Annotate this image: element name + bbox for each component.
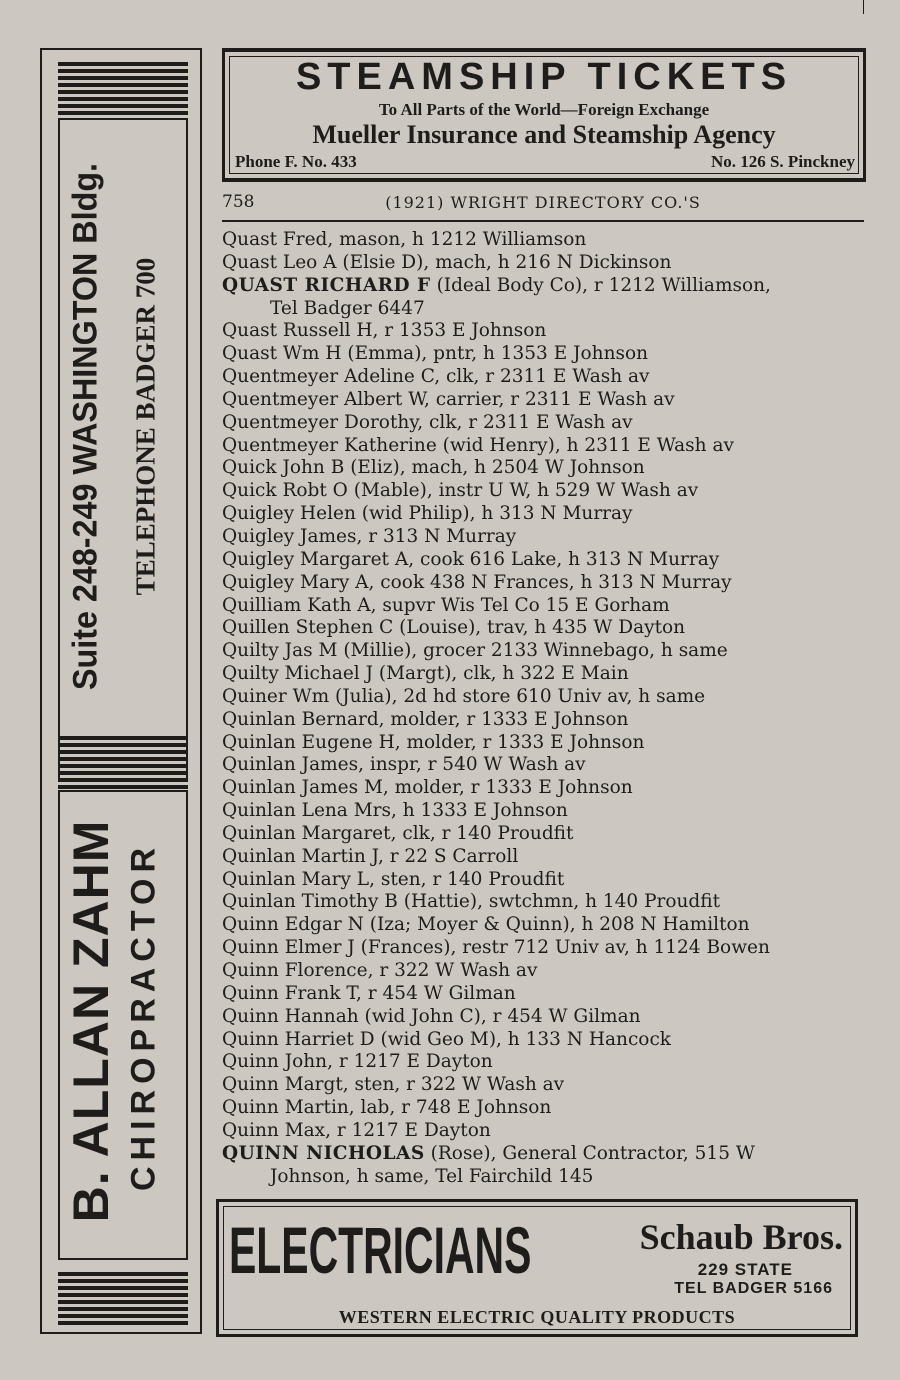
running-title: (1921) WRIGHT DIRECTORY CO.'S [385,193,701,212]
directory-entry [222,754,872,777]
entry-text: Quinn Harriet D (wid Geo M), h 133 N Hancock [222,1028,672,1050]
entry-text: Quinn Edgar N (Iza; Moyer & Quinn), h 208 N Hamilton [222,914,750,936]
entry-text: Quast Wm H (Emma), pntr, h 1353 E Johnson [222,343,649,365]
name-box [58,790,188,1260]
decorative-bars-middle [58,736,188,792]
page-number: 758 [222,192,255,212]
entry-text: Quinn Hannah (wid John C), r 454 W Gilman [222,1005,641,1027]
directory-entry [222,343,872,366]
directory-entry [222,1051,872,1074]
directory-entry [222,503,872,526]
directory-entry [222,366,872,389]
entry-text: Quick Robt O (Mable), instr U W, h 529 W Wash av [222,480,699,502]
directory-entry [222,389,872,412]
steamship-subtitle: To All Parts of the World—Foreign Exchange [378,100,710,119]
entry-text: (Rose), General Contractor, 515 W [424,1142,755,1164]
entry-continuation: Tel Badger 6447 [270,297,425,319]
directory-entry [222,275,872,321]
entry-text: Quinn Margt, sten, r 322 W Wash av [222,1074,565,1096]
directory-entry [222,252,872,275]
entry-text: Quinn Frank T, r 454 W Gilman [222,982,516,1004]
decorative-bars-bottom [58,1272,188,1328]
directory-entry [222,869,872,892]
directory-entry [222,480,872,503]
entry-text: Quinlan Bernard, molder, r 1333 E Johnson [222,708,629,730]
entry-text: Quinlan Timothy B (Hattie), swtchmn, h 140 Proudfit [222,891,721,913]
directory-entry [222,1143,872,1189]
entry-text: Quilty Michael J (Margt), clk, h 322 E Main [222,663,629,685]
agency-phone: Phone F. No. 433 [235,152,357,171]
directory-entry [222,526,872,549]
directory-entry [222,435,872,458]
entry-text: Quast Russell H, r 1353 E Johnson [222,320,547,342]
entry-text: Quigley Mary A, cook 438 N Frances, h 313 N Murray [222,571,732,593]
entry-text: Quentmeyer Albert W, carrier, r 2311 E Wash av [222,388,675,410]
entry-text: Quinn Max, r 1217 E Dayton [222,1119,491,1141]
directory-listing [222,229,872,1188]
entry-bold-name: QUINN NICHOLAS [222,1142,425,1164]
directory-entry [222,1006,872,1029]
entry-text: Quinn Elmer J (Frances), restr 712 Univ av, h 1124 Bowen [222,937,770,959]
directory-entry [222,617,872,640]
company-tagline: WESTERN ELECTRIC QUALITY PRODUCTS [338,1307,736,1327]
entry-text: Quentmeyer Adeline C, clk, r 2311 E Wash av [222,366,650,388]
directory-entry [222,457,872,480]
entry-text: Quigley Helen (wid Philip), h 313 N Murray [222,503,633,525]
entry-text: Quast Fred, mason, h 1212 Williamson [222,229,587,250]
entry-text: Quinn Florence, r 322 W Wash av [222,960,538,981]
side-ad-phone: TELEPHONE BADGER 700 [130,257,161,596]
company-name: Schaub Bros. [639,1217,843,1257]
entry-text: Quentmeyer Katherine (wid Henry), h 2311 E Wash av [222,434,734,456]
entry-text: Quinlan Eugene H, molder, r 1333 E Johnson [222,731,645,753]
margin-mark [863,0,864,14]
decorative-bars-top [58,62,188,120]
address-box [58,118,188,780]
directory-entry [222,320,872,343]
directory-entry [222,1029,872,1052]
directory-entry [222,777,872,800]
company-street: 229 STATE [697,1260,793,1279]
directory-entry [222,891,872,914]
entry-text: Quick John B (Eliz), mach, h 2504 W Johnson [222,457,645,479]
entry-text: Quilliam Kath A, supvr Wis Tel Co 15 E Gorham [222,594,670,616]
directory-entry [222,1120,872,1143]
entry-text: Quinlan James, inspr, r 540 W Wash av [222,754,586,776]
directory-entry [222,823,872,846]
entry-text: Quinlan Margaret, clk, r 140 Proudfit [222,822,574,844]
directory-entry [222,732,872,755]
directory-entry [222,572,872,595]
side-ad-name: B. ALLAN ZAHM [63,819,119,1223]
directory-entry [222,549,872,572]
agency-address: No. 126 S. Pinckney [710,152,855,171]
page-header [222,190,864,222]
directory-entry [222,983,872,1006]
entry-continuation: Johnson, h same, Tel Fairchild 145 [270,1165,594,1187]
directory-entry [222,1074,872,1097]
electricians-headline: ELECTRICIANS [229,1213,532,1287]
agency-name: Mueller Insurance and Steamship Agency [312,120,776,149]
side-advertisement [40,48,202,1334]
entry-text: Quinn Martin, lab, r 748 E Johnson [222,1097,552,1119]
entry-text: Quillen Stephen C (Louise), trav, h 435 W Dayton [222,617,686,639]
directory-entry [222,960,872,983]
entry-bold-name: QUAST RICHARD F [222,274,431,296]
directory-entry [222,595,872,618]
directory-entry [222,937,872,960]
steamship-advertisement [222,48,866,182]
entry-text: Quentmeyer Dorothy, clk, r 2311 E Wash av [222,411,633,433]
side-ad-address: Suite 248-249 WASHINGTON Bldg. [66,162,105,691]
directory-entry [222,640,872,663]
entry-text: Quilty Jas M (Millie), grocer 2133 Winnebago, h same [222,640,728,662]
directory-entry [222,686,872,709]
entry-text: Quast Leo A (Elsie D), mach, h 216 N Dickinson [222,251,672,273]
directory-entry [222,709,872,732]
company-phone: TEL BADGER 5166 [674,1280,833,1297]
directory-entry [222,914,872,937]
electricians-advertisement [216,1199,858,1337]
entry-text: Quinlan Mary L, sten, r 140 Proudfit [222,868,565,890]
directory-entry [222,800,872,823]
entry-text: (Ideal Body Co), r 1212 Williamson, [430,274,771,296]
entry-text: Quigley James, r 313 N Murray [222,525,517,547]
entry-text: Quiner Wm (Julia), 2d hd store 610 Univ av, h same [222,685,706,707]
directory-entry [222,846,872,869]
steamship-title: STEAMSHIP TICKETS [295,56,793,98]
entry-text: Quinn John, r 1217 E Dayton [222,1051,493,1073]
directory-entry [222,1097,872,1120]
directory-entry [222,412,872,435]
directory-entry [222,663,872,686]
entry-text: Quinlan Martin J, r 22 S Carroll [222,845,519,867]
side-ad-profession: CHIROPRACTOR [124,841,163,1192]
entry-text: Quigley Margaret A, cook 616 Lake, h 313 N Murray [222,548,720,570]
directory-entry [222,229,872,252]
entry-text: Quinlan James M, molder, r 1333 E Johnson [222,777,633,799]
entry-text: Quinlan Lena Mrs, h 1333 E Johnson [222,800,568,822]
